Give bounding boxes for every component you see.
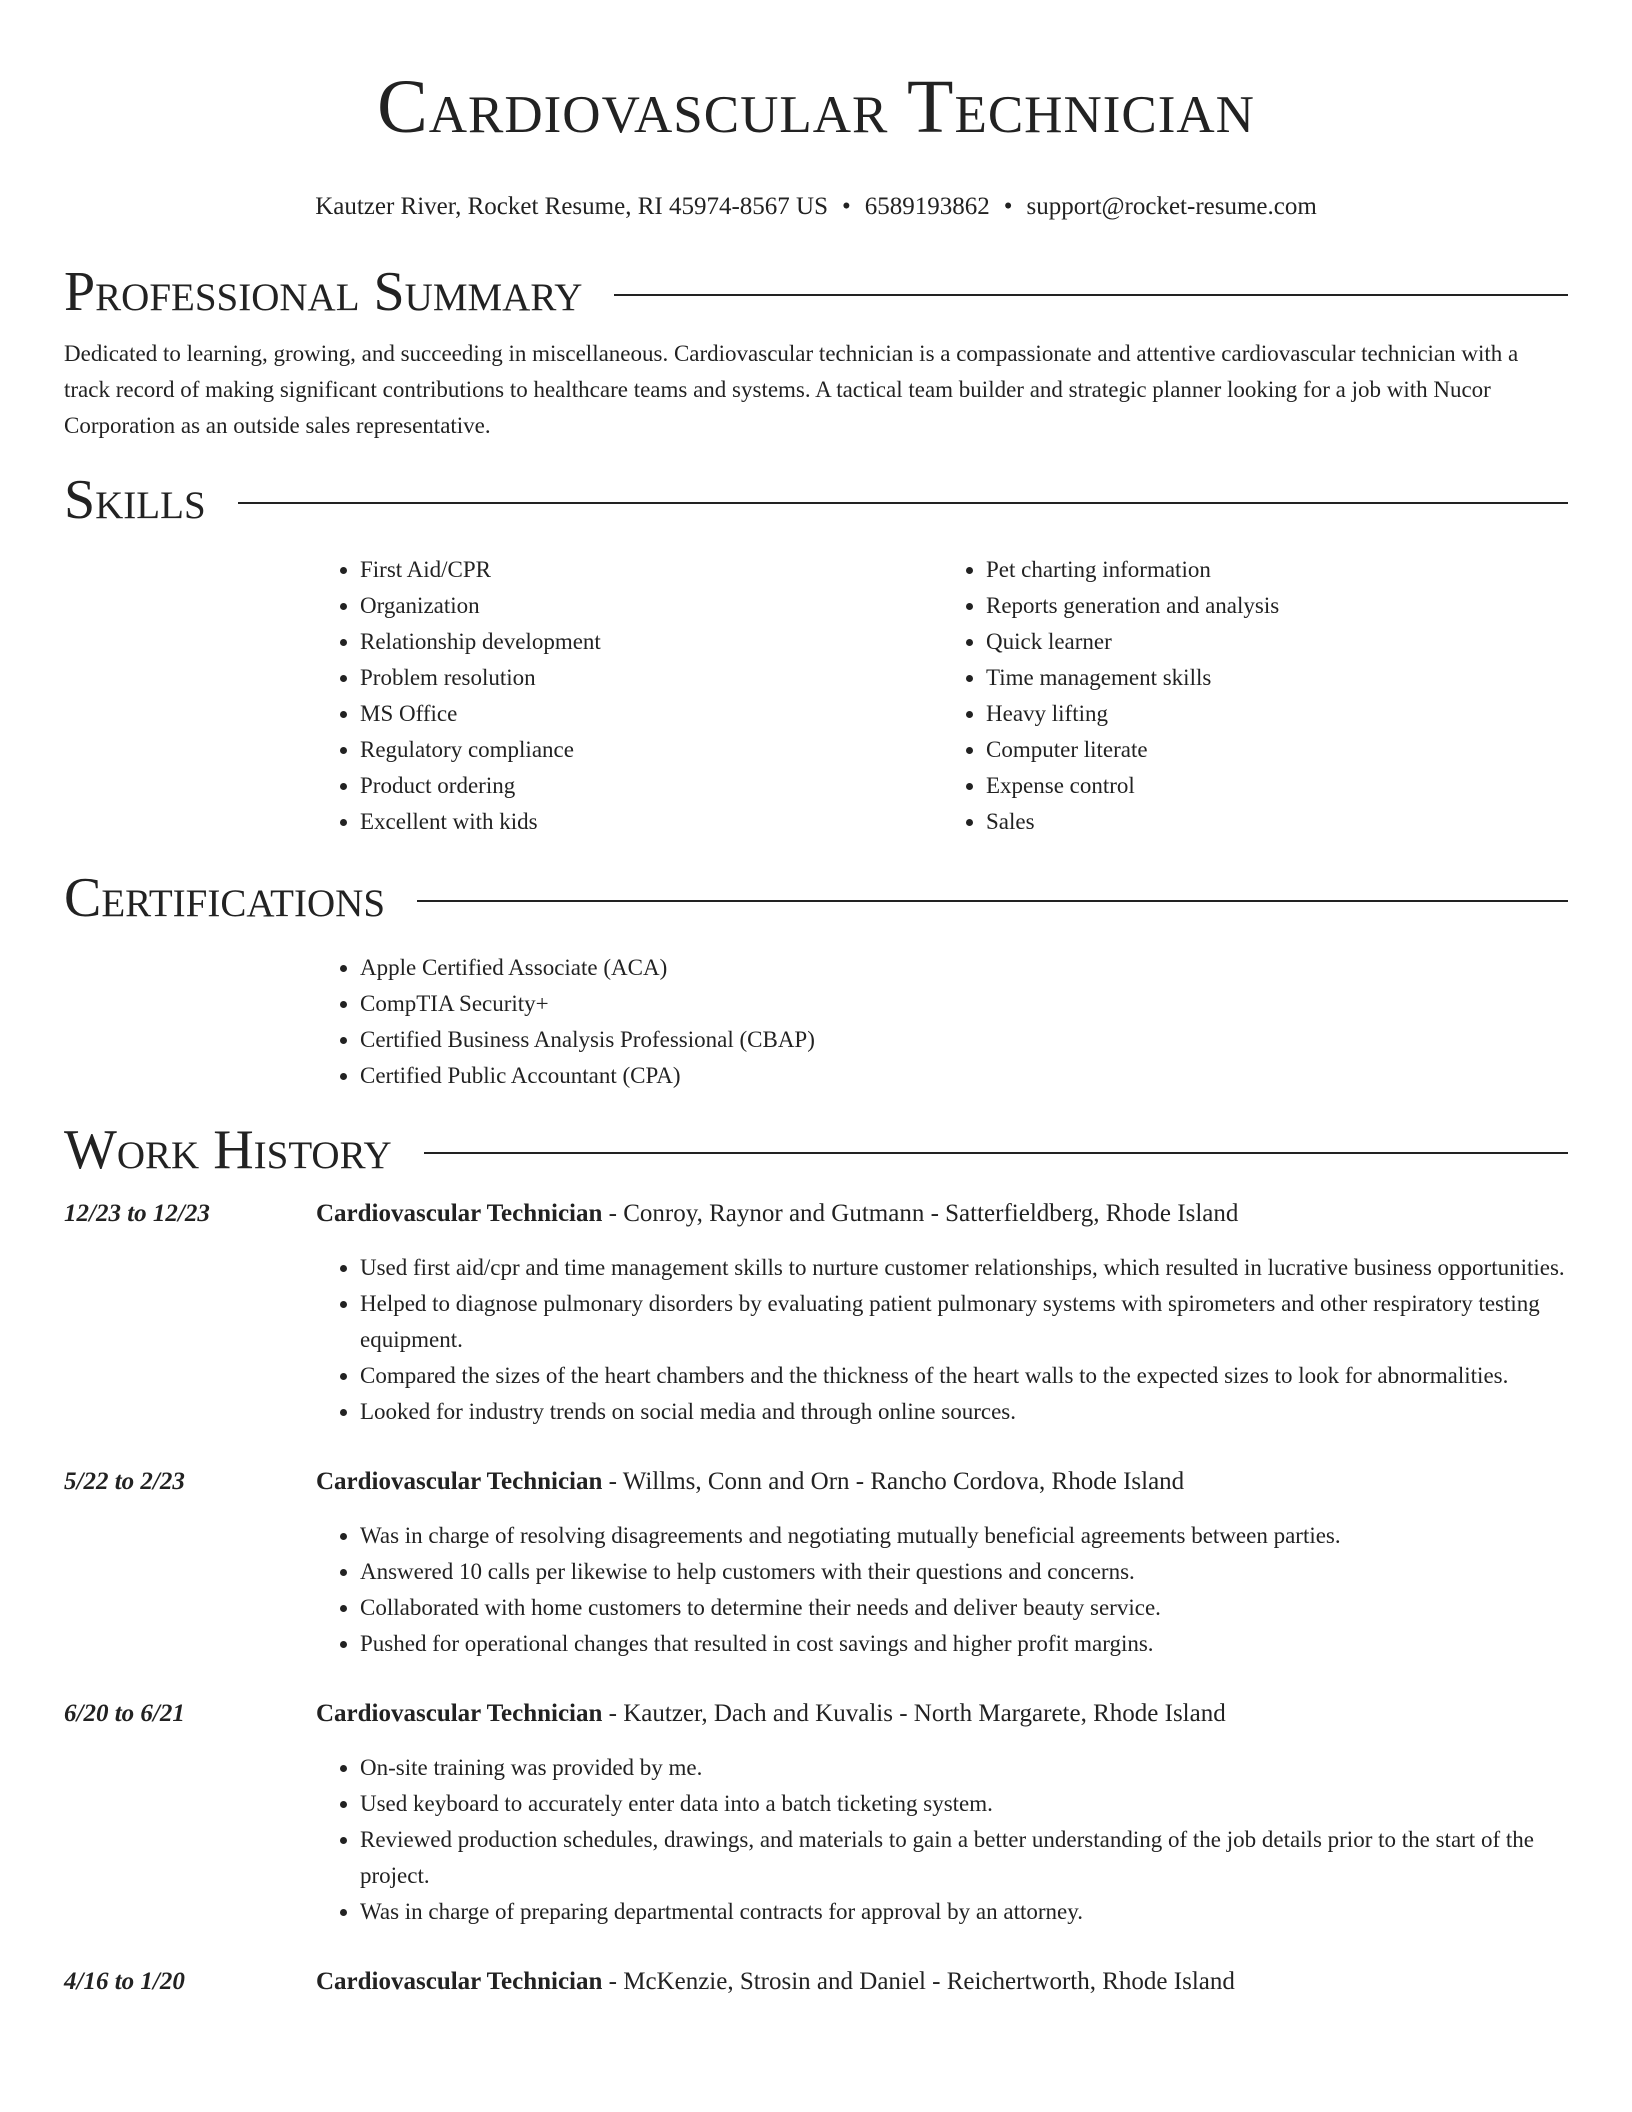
contact-phone: 6589193862 [864,193,990,220]
list-item: • Computer literate [986,732,1568,768]
list-item: • Time management skills [986,660,1568,696]
job-title-line [316,1696,1226,1732]
job-title-line [316,1964,1235,2000]
job-employer-location: - Conroy, Raynor and Gutmann - Satterfieldberg, Rhode Island [602,1200,1239,1227]
list-item: • Used keyboard to accurately enter data into a batch ticketing system. [360,1786,1568,1822]
summary-heading: Professional Summary [64,261,583,323]
section-divider [424,1152,1568,1154]
job-title: Cardiovascular Technician [316,1700,603,1727]
job-employer-location: - McKenzie, Strosin and Daniel - Reichertworth, Rhode Island [602,1968,1235,1995]
job-title-line [316,1196,1238,1232]
list-item: • Expense control [986,768,1568,804]
list-item: • Problem resolution [360,660,942,696]
work-section-header [64,1118,1568,1182]
list-item: • Helped to diagnose pulmonary disorders by evaluating patient pulmonary systems with spirometers and other respiratory testing equipment. [360,1286,1568,1358]
job-title: Cardiovascular Technician [316,1200,603,1227]
job-entry [64,1196,1568,1430]
resume-name: Cardiovascular Technician [377,65,1255,149]
job-dates: 12/23 to 12/23 [64,1200,210,1227]
skills-list [316,552,1568,840]
list-item: • Certified Business Analysis Professional (CBAP) [360,1022,1568,1058]
certifications-list [316,950,1568,1094]
work-history-list [64,1196,1568,2000]
contact-line [64,192,1568,222]
list-item: • Excellent with kids [360,804,942,840]
list-item: • Pushed for operational changes that resulted in cost savings and higher profit margins. [360,1626,1568,1662]
list-item: • Product ordering [360,768,942,804]
job-title: Cardiovascular Technician [316,1968,603,1995]
list-item: • Compared the sizes of the heart chambers and the thickness of the heart walls to the expected sizes to look for abnormalities. [360,1358,1568,1394]
certifications-heading: Certifications [64,867,386,929]
list-item: • Quick learner [986,624,1568,660]
job-employer-location: - Willms, Conn and Orn - Rancho Cordova, Rhode Island [602,1468,1185,1495]
work-heading: Work History [64,1119,392,1181]
contact-separator: • [841,193,851,220]
job-title: Cardiovascular Technician [316,1468,603,1495]
job-dates: 4/16 to 1/20 [64,1968,185,1995]
list-item: • First Aid/CPR [360,552,942,588]
list-item: • On-site training was provided by me. [360,1750,1568,1786]
list-item: • Looked for industry trends on social media and through online sources. [360,1394,1568,1430]
job-title-line [316,1464,1184,1500]
skills-section-header [64,468,1568,532]
list-item: • Heavy lifting [986,696,1568,732]
contact-email: support@rocket-resume.com [1026,193,1317,220]
list-item: • Certified Public Accountant (CPA) [360,1058,1568,1094]
job-header [64,1696,1568,1732]
skills-column-left [316,552,942,840]
list-item: • Answered 10 calls per likewise to help customers with their questions and concerns. [360,1554,1568,1590]
contact-separator: • [1003,193,1013,220]
list-item: • Pet charting information [986,552,1568,588]
list-item: • Collaborated with home customers to determine their needs and deliver beauty service. [360,1590,1568,1626]
job-bullets [316,1518,1568,1662]
job-entry [64,1696,1568,1930]
section-divider [417,900,1568,902]
skills-column-right [942,552,1568,840]
list-item: • Relationship development [360,624,942,660]
job-header [64,1964,1568,2000]
list-item: • CompTIA Security+ [360,986,1568,1022]
section-divider [238,502,1568,504]
job-bullets [316,1250,1568,1430]
list-item: • Organization [360,588,942,624]
list-item: • Was in charge of resolving disagreements and negotiating mutually beneficial agreements between parties. [360,1518,1568,1554]
list-item: • Reviewed production schedules, drawings, and materials to gain a better understanding of the job details prior to the start of the project. [360,1822,1568,1894]
list-item: • Regulatory compliance [360,732,942,768]
certifications-items [316,950,1568,1094]
list-item: • Reports generation and analysis [986,588,1568,624]
list-item: • Used first aid/cpr and time management skills to nurture customer relationships, which resulted in lucrative business opportunities. [360,1250,1568,1286]
job-header [64,1196,1568,1232]
list-item: • Sales [986,804,1568,840]
list-item: • Apple Certified Associate (ACA) [360,950,1568,986]
job-entry [64,1464,1568,1662]
job-entry [64,1964,1568,2000]
summary-text: Dedicated to learning, growing, and succeeding in miscellaneous. Cardiovascular technician is a compassionate and attentive cardiovascular technician with a track record of making significant contributions to healthcare teams and systems. A tactical team builder and strategic planner looking for a job with Nucor Corporation as an outside sales representative. [64,341,1519,438]
list-item: • MS Office [360,696,942,732]
job-dates: 5/22 to 2/23 [64,1468,185,1495]
job-bullets [316,1750,1568,1930]
summary-section-header [64,260,1568,324]
certifications-section-header [64,866,1568,930]
skills-heading: Skills [64,469,206,531]
section-divider [614,294,1568,296]
job-header [64,1464,1568,1500]
contact-address: Kautzer River, Rocket Resume, RI 45974-8567 US [315,193,828,220]
job-dates: 6/20 to 6/21 [64,1700,185,1727]
list-item: • Was in charge of preparing departmental contracts for approval by an attorney. [360,1894,1568,1930]
job-employer-location: - Kautzer, Dach and Kuvalis - North Margarete, Rhode Island [602,1700,1226,1727]
